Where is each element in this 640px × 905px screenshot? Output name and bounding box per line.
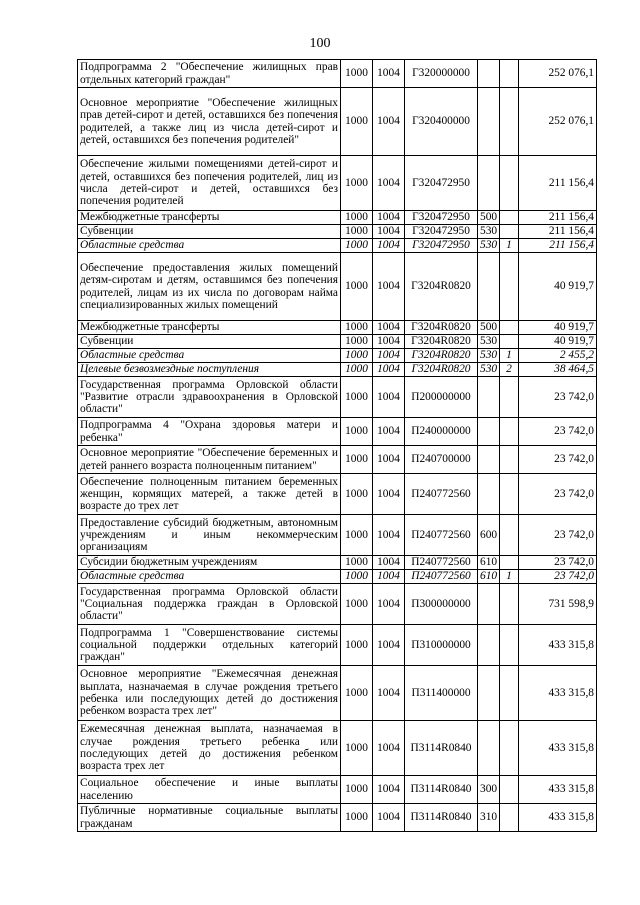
row-expense-type: 530 xyxy=(478,225,500,239)
row-name: Областные средства xyxy=(78,239,341,253)
row-target-code: П240000000 xyxy=(405,418,478,446)
row-funding-source xyxy=(500,474,519,515)
row-section: 1000 xyxy=(341,721,373,776)
row-amount: 433 315,8 xyxy=(519,776,597,804)
row-section: 1000 xyxy=(341,804,373,832)
row-expense-type xyxy=(478,666,500,721)
row-funding-source xyxy=(500,721,519,776)
table-row xyxy=(78,804,597,832)
row-amount: 23 742,0 xyxy=(519,474,597,515)
row-expense-type xyxy=(478,721,500,776)
row-target-code: П3114R0840 xyxy=(405,721,478,776)
row-subsection: 1004 xyxy=(373,474,405,515)
row-amount: 23 742,0 xyxy=(519,446,597,474)
table-row xyxy=(78,349,597,363)
row-name: Ежемесячная денежная выплата, назначаемая в случае рождения третьего ребенка или последующих детей до достижения ребенком возраста трех лет xyxy=(78,721,341,776)
table-row xyxy=(78,721,597,776)
row-subsection: 1004 xyxy=(373,321,405,335)
row-amount: 731 598,9 xyxy=(519,584,597,625)
row-subsection: 1004 xyxy=(373,418,405,446)
row-target-code: Г320472950 xyxy=(405,239,478,253)
row-amount: 211 156,4 xyxy=(519,156,597,211)
row-funding-source xyxy=(500,556,519,570)
row-amount: 40 919,7 xyxy=(519,253,597,321)
table-row xyxy=(78,225,597,239)
row-target-code: П200000000 xyxy=(405,377,478,418)
row-name: Областные средства xyxy=(78,570,341,584)
row-subsection: 1004 xyxy=(373,335,405,349)
row-amount: 2 455,2 xyxy=(519,349,597,363)
row-target-code: П240772560 xyxy=(405,556,478,570)
row-funding-source xyxy=(500,776,519,804)
row-section: 1000 xyxy=(341,239,373,253)
row-name: Субвенции xyxy=(78,335,341,349)
row-expense-type xyxy=(478,377,500,418)
row-target-code: П311400000 xyxy=(405,666,478,721)
row-expense-type: 610 xyxy=(478,570,500,584)
row-section: 1000 xyxy=(341,88,373,156)
row-target-code: П310000000 xyxy=(405,625,478,666)
row-expense-type xyxy=(478,156,500,211)
row-name: Субсидии бюджетным учреждениям xyxy=(78,556,341,570)
row-funding-source xyxy=(500,88,519,156)
row-amount: 252 076,1 xyxy=(519,60,597,88)
row-section: 1000 xyxy=(341,363,373,377)
row-subsection: 1004 xyxy=(373,253,405,321)
row-subsection: 1004 xyxy=(373,88,405,156)
row-expense-type xyxy=(478,584,500,625)
row-amount: 211 156,4 xyxy=(519,225,597,239)
row-subsection: 1004 xyxy=(373,515,405,556)
row-expense-type xyxy=(478,60,500,88)
row-amount: 40 919,7 xyxy=(519,335,597,349)
row-name: Подпрограмма 2 "Обеспечение жилищных прав отдельных категорий граждан" xyxy=(78,60,341,88)
row-expense-type xyxy=(478,418,500,446)
row-subsection: 1004 xyxy=(373,776,405,804)
row-name: Подпрограмма 4 "Охрана здоровья матери и ребенка" xyxy=(78,418,341,446)
row-section: 1000 xyxy=(341,584,373,625)
row-section: 1000 xyxy=(341,556,373,570)
budget-table-body xyxy=(78,60,597,832)
row-expense-type: 310 xyxy=(478,804,500,832)
table-row xyxy=(78,363,597,377)
table-row xyxy=(78,418,597,446)
row-funding-source xyxy=(500,515,519,556)
row-funding-source xyxy=(500,225,519,239)
row-target-code: П3114R0840 xyxy=(405,776,478,804)
row-amount: 433 315,8 xyxy=(519,721,597,776)
row-section: 1000 xyxy=(341,225,373,239)
row-name: Государственная программа Орловской области "Развитие отрасли здравоохранения в Орловской области" xyxy=(78,377,341,418)
table-row xyxy=(78,321,597,335)
row-expense-type xyxy=(478,625,500,666)
row-funding-source xyxy=(500,666,519,721)
row-section: 1000 xyxy=(341,253,373,321)
row-subsection: 1004 xyxy=(373,556,405,570)
table-row xyxy=(78,60,597,88)
row-target-code: Г320400000 xyxy=(405,88,478,156)
row-target-code: Г320472950 xyxy=(405,211,478,225)
row-amount: 252 076,1 xyxy=(519,88,597,156)
row-name: Основное мероприятие "Обеспечение беременных и детей раннего возраста полноценным питанием" xyxy=(78,446,341,474)
row-subsection: 1004 xyxy=(373,666,405,721)
row-section: 1000 xyxy=(341,625,373,666)
row-expense-type: 530 xyxy=(478,335,500,349)
row-target-code: Г3204R0820 xyxy=(405,363,478,377)
row-funding-source xyxy=(500,211,519,225)
table-row xyxy=(78,446,597,474)
row-funding-source: 1 xyxy=(500,239,519,253)
table-row xyxy=(78,253,597,321)
row-amount: 40 919,7 xyxy=(519,321,597,335)
row-funding-source xyxy=(500,60,519,88)
row-subsection: 1004 xyxy=(373,60,405,88)
row-funding-source xyxy=(500,804,519,832)
row-expense-type: 500 xyxy=(478,321,500,335)
row-amount: 211 156,4 xyxy=(519,239,597,253)
row-section: 1000 xyxy=(341,377,373,418)
row-name: Обеспечение жилыми помещениями детей-сирот и детей, оставшихся без попечения родителей, лиц из числа детей-сирот и детей, оставшихся без попечения родителей xyxy=(78,156,341,211)
row-target-code: П240772560 xyxy=(405,515,478,556)
row-section: 1000 xyxy=(341,446,373,474)
budget-table xyxy=(77,59,597,832)
table-row xyxy=(78,211,597,225)
row-section: 1000 xyxy=(341,515,373,556)
row-amount: 433 315,8 xyxy=(519,625,597,666)
row-amount: 433 315,8 xyxy=(519,804,597,832)
row-expense-type: 530 xyxy=(478,349,500,363)
table-row xyxy=(78,239,597,253)
row-name: Субвенции xyxy=(78,225,341,239)
row-amount: 23 742,0 xyxy=(519,418,597,446)
row-section: 1000 xyxy=(341,321,373,335)
row-funding-source: 1 xyxy=(500,349,519,363)
row-name: Областные средства xyxy=(78,349,341,363)
row-funding-source xyxy=(500,377,519,418)
row-funding-source: 2 xyxy=(500,363,519,377)
row-section: 1000 xyxy=(341,570,373,584)
row-name: Обеспечение полноценным питанием беременных женщин, кормящих матерей, а также детей в возрасте до трех лет xyxy=(78,474,341,515)
row-section: 1000 xyxy=(341,156,373,211)
table-row xyxy=(78,474,597,515)
row-funding-source xyxy=(500,446,519,474)
row-target-code: П240772560 xyxy=(405,570,478,584)
row-target-code: Г3204R0820 xyxy=(405,335,478,349)
row-name: Межбюджетные трансферты xyxy=(78,211,341,225)
row-subsection: 1004 xyxy=(373,211,405,225)
row-subsection: 1004 xyxy=(373,584,405,625)
row-section: 1000 xyxy=(341,666,373,721)
row-subsection: 1004 xyxy=(373,446,405,474)
table-row xyxy=(78,377,597,418)
row-target-code: Г3204R0820 xyxy=(405,321,478,335)
row-expense-type xyxy=(478,446,500,474)
row-subsection: 1004 xyxy=(373,363,405,377)
row-subsection: 1004 xyxy=(373,804,405,832)
table-row xyxy=(78,335,597,349)
row-section: 1000 xyxy=(341,418,373,446)
row-name: Целевые безвозмездные поступления xyxy=(78,363,341,377)
row-section: 1000 xyxy=(341,349,373,363)
row-funding-source xyxy=(500,335,519,349)
row-name: Основное мероприятие "Ежемесячная денежная выплата, назначаемая в случае рождения третьего ребенка или последующих детей до достижения ребенком возраста трех лет" xyxy=(78,666,341,721)
row-subsection: 1004 xyxy=(373,625,405,666)
row-expense-type xyxy=(478,253,500,321)
row-expense-type: 300 xyxy=(478,776,500,804)
row-section: 1000 xyxy=(341,776,373,804)
row-target-code: П300000000 xyxy=(405,584,478,625)
row-name: Межбюджетные трансферты xyxy=(78,321,341,335)
row-funding-source xyxy=(500,321,519,335)
row-target-code: П240772560 xyxy=(405,474,478,515)
row-subsection: 1004 xyxy=(373,377,405,418)
row-subsection: 1004 xyxy=(373,721,405,776)
row-subsection: 1004 xyxy=(373,156,405,211)
row-amount: 38 464,5 xyxy=(519,363,597,377)
table-row xyxy=(78,625,597,666)
table-row xyxy=(78,666,597,721)
row-expense-type xyxy=(478,88,500,156)
row-subsection: 1004 xyxy=(373,570,405,584)
row-name: Социальное обеспечение и иные выплаты населению xyxy=(78,776,341,804)
row-expense-type: 600 xyxy=(478,515,500,556)
row-target-code: П240700000 xyxy=(405,446,478,474)
row-amount: 433 315,8 xyxy=(519,666,597,721)
row-target-code: Г320000000 xyxy=(405,60,478,88)
row-section: 1000 xyxy=(341,60,373,88)
row-section: 1000 xyxy=(341,211,373,225)
table-row xyxy=(78,556,597,570)
table-row xyxy=(78,570,597,584)
row-section: 1000 xyxy=(341,335,373,349)
row-funding-source xyxy=(500,625,519,666)
row-target-code: Г3204R0820 xyxy=(405,349,478,363)
row-expense-type: 610 xyxy=(478,556,500,570)
row-amount: 211 156,4 xyxy=(519,211,597,225)
row-amount: 23 742,0 xyxy=(519,556,597,570)
row-name: Публичные нормативные социальные выплаты гражданам xyxy=(78,804,341,832)
row-funding-source: 1 xyxy=(500,570,519,584)
table-row xyxy=(78,584,597,625)
row-subsection: 1004 xyxy=(373,239,405,253)
row-target-code: Г320472950 xyxy=(405,225,478,239)
row-expense-type: 500 xyxy=(478,211,500,225)
row-funding-source xyxy=(500,253,519,321)
row-amount: 23 742,0 xyxy=(519,377,597,418)
row-subsection: 1004 xyxy=(373,225,405,239)
row-amount: 23 742,0 xyxy=(519,515,597,556)
row-funding-source xyxy=(500,418,519,446)
row-name: Обеспечение предоставления жилых помещений детям-сиротам и детям, оставшимся без попечения родителей, лицам из их числа по договорам найма специализированных жилых помещений xyxy=(78,253,341,321)
row-subsection: 1004 xyxy=(373,349,405,363)
row-name: Подпрограмма 1 "Совершенствование системы социальной поддержки отдельных категорий граждан" xyxy=(78,625,341,666)
page-number: 100 xyxy=(309,36,331,51)
row-name: Государственная программа Орловской области "Социальная поддержка граждан в Орловской области" xyxy=(78,584,341,625)
row-expense-type: 530 xyxy=(478,363,500,377)
table-row xyxy=(78,515,597,556)
table-row xyxy=(78,156,597,211)
row-name: Предоставление субсидий бюджетным, автономным учреждениям и иным некоммерческим организациям xyxy=(78,515,341,556)
row-target-code: Г320472950 xyxy=(405,156,478,211)
row-target-code: Г3204R0820 xyxy=(405,253,478,321)
row-funding-source xyxy=(500,584,519,625)
row-amount: 23 742,0 xyxy=(519,570,597,584)
row-expense-type xyxy=(478,474,500,515)
table-row xyxy=(78,88,597,156)
table-row xyxy=(78,776,597,804)
row-name: Основное мероприятие "Обеспечение жилищных прав детей-сирот и детей, оставшихся без попечения родителей, а также лиц из числа детей-сирот и детей, оставшихся без попечения родителей" xyxy=(78,88,341,156)
row-expense-type: 530 xyxy=(478,239,500,253)
row-funding-source xyxy=(500,156,519,211)
row-target-code: П3114R0840 xyxy=(405,804,478,832)
row-section: 1000 xyxy=(341,474,373,515)
